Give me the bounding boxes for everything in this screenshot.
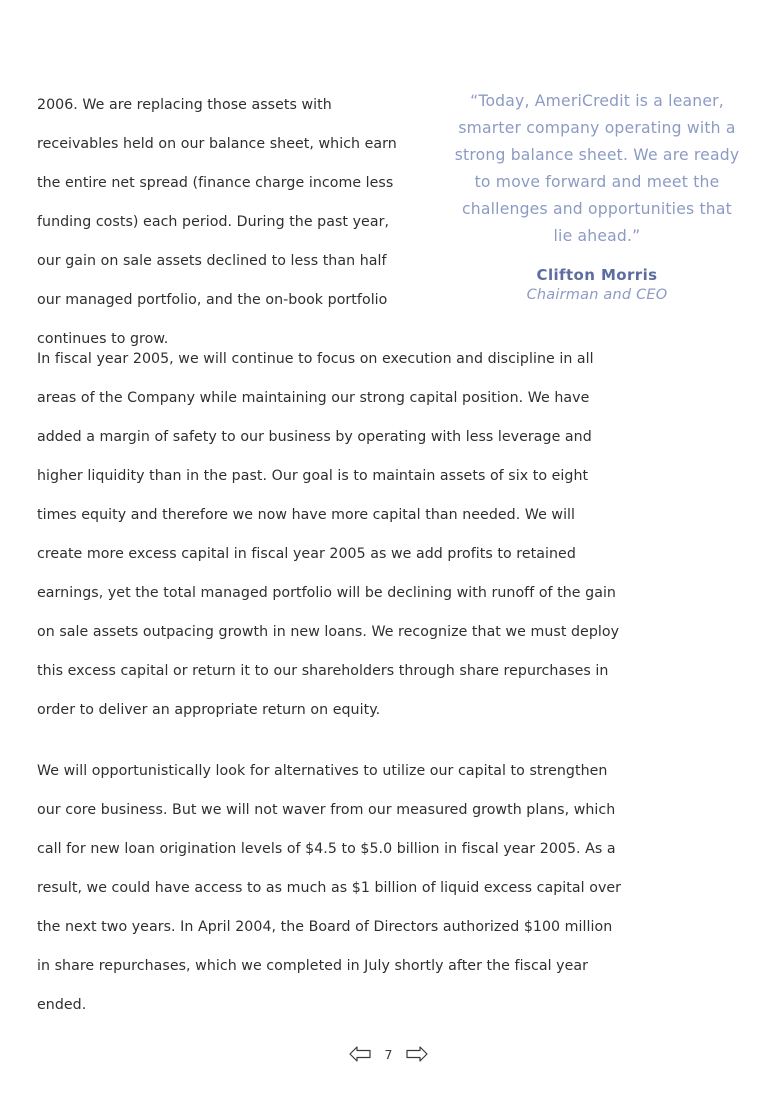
arrow-right-icon[interactable] [405,1044,429,1064]
left-text-column [37,86,409,381]
pull-quote-text: “Today, AmeriCredit is a leaner, smarter company operating with a strong balance sheet. We are ready to move forward and meet the challenges and opportunities that lie ahead.” [454,92,740,245]
body-text-flow [37,340,622,1047]
body-paragraph-2: We will opportunistically look for alternatives to utilize our capital to strengthen our core business. But we will not waver from our measured growth plans, which call for new loan origination levels of $4.5 to $5.0 billion in fiscal year 2005. As a result, we could have access to as much as $1 billion of liquid excess capital over the next two years. In April 2004, the Board of Directors authorized $100 million in share repurchases, which we completed in July shortly after the fiscal year ended. [37,763,622,1013]
footer-navigation [0,1044,777,1064]
pull-quote-block [454,88,740,303]
arrow-left-icon[interactable] [348,1044,372,1064]
page-number: 7 [384,1046,393,1062]
continuation-paragraph: 2006. We are replacing those assets with receivables held on our balance sheet, which earn the entire net spread (finance charge income less funding costs) each period. During the past year, our gain on sale assets declined to less than half our managed portfolio, and the on-book portfolio continues to grow. [37,97,397,347]
body-paragraph-1: In fiscal year 2005, we will continue to focus on execution and discipline in all areas of the Company while maintaining our strong capital position. We have added a margin of safety to our business by operating with less leverage and higher liquidity than in the past. Our goal is to maintain assets of six to eight times equity and therefore we now have more capital than needed. We will create more excess capital in fiscal year 2005 as we add profits to retained earnings, yet the total managed portfolio will be declining with runoff of the gain on sale assets outpacing growth in new loans. We recognize that we must deploy this excess capital or return it to our shareholders through share repurchases in order to deliver an appropriate return on equity. [37,351,620,718]
pull-quote-attribution-title: Chairman and CEO [526,287,668,303]
pull-quote-attribution-name: Clifton Morris [536,266,658,284]
